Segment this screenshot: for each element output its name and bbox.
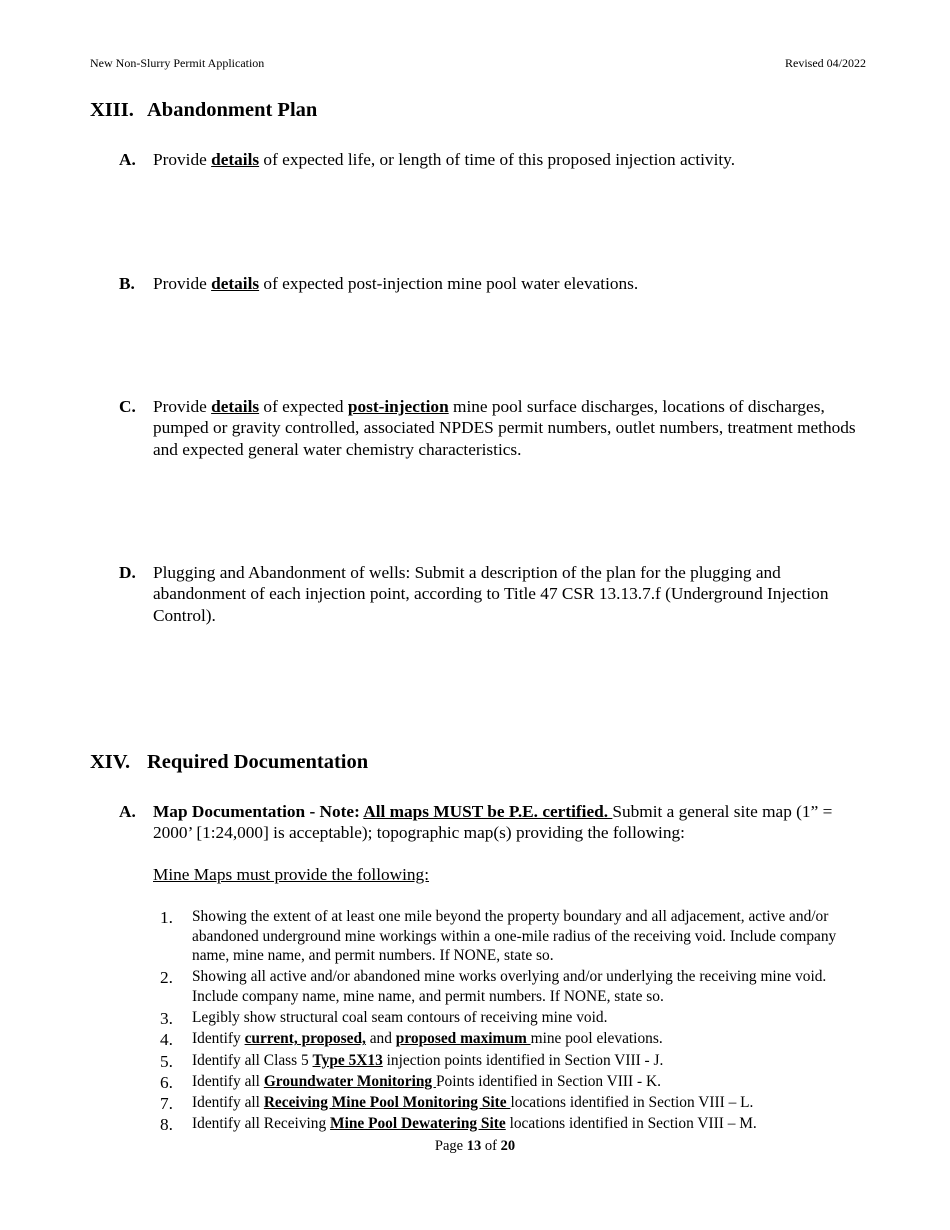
item-letter: B. — [119, 274, 135, 293]
section-13-item-a: A. Provide details of expected life, or length of time of this proposed injection activity. — [119, 150, 736, 169]
mine-maps-list — [160, 907, 860, 1135]
section-13-item-b: B. Provide details of expected post-injection mine pool water elevations. — [119, 274, 639, 293]
emphasis: details — [211, 150, 260, 169]
section-14-title: Required Documentation — [147, 751, 369, 773]
section-14-item-a: A. Map Documentation - Note: All maps MUST be P.E. certified. Submit a general site map (1” = 2000’ [1:24,000] is acceptable); topographic map(s) providing the following: — [119, 802, 833, 843]
page-footer: Page 13 of 20 — [434, 1138, 516, 1154]
list-item: 3. Legibly show structural coal seam contours of receiving mine void. — [160, 1009, 608, 1029]
pe-certified-note: All maps MUST be P.E. certified. — [363, 802, 613, 821]
emphasis: post-injection — [347, 397, 449, 416]
mine-maps-subheading: Mine Maps must provide the following: — [153, 865, 429, 884]
item-letter: A. — [119, 150, 136, 169]
list-item: 2. Showing all active and/or abandoned mine works overlying and/or underlying the receiving mine void. Include company name, mine name, and permit numbers. If NONE, state so. — [160, 968, 827, 1005]
list-item: 7. Identify all Receiving Mine Pool Monitoring Site locations identified in Section VIII – L. — [160, 1093, 754, 1113]
list-item: 5. Identify all Class 5 Type 5X13 injection points identified in Section VIII - J. — [160, 1051, 664, 1071]
emphasis: details — [211, 397, 260, 416]
page-number: 13 — [466, 1138, 482, 1154]
section-14-heading — [90, 751, 368, 774]
header-left: New Non-Slurry Permit Application — [90, 56, 265, 70]
item-letter: C. — [119, 397, 136, 416]
header-right: Revised 04/2022 — [785, 56, 866, 70]
emphasis: details — [211, 274, 260, 293]
section-13-item-c: C. Provide details of expected post-injection mine pool surface discharges, locations of discharges, pumped or gravity controlled, associated NPDES permit numbers, outlet numbers, treatment methods and expected general water chemistry characteristics. — [119, 397, 856, 459]
list-item: 1. Showing the extent of at least one mile beyond the property boundary and all adjacement, active and/or abandoned underground mine workings within a one-mile radius of the receiving void. Include company name, mine name, and permit numbers. If NONE, state so. — [160, 908, 837, 965]
section-13-heading — [90, 99, 317, 122]
section-13-title: Abandonment Plan — [147, 99, 318, 121]
section-13-item-d: D. Plugging and Abandonment of wells: Submit a description of the plan for the plugging and abandonment of each injection point, according to Title 47 CSR 13.13.7.f (Underground Injection Control). — [119, 563, 829, 625]
list-item: 4. Identify current, proposed, and proposed maximum mine pool elevations. — [160, 1030, 663, 1050]
section-14-number: XIV. — [90, 751, 131, 773]
section-13-number: XIII. — [90, 99, 134, 121]
item-letter: A. — [119, 802, 136, 821]
list-item: 6. Identify all Groundwater Monitoring Points identified in Section VIII - K. — [160, 1072, 661, 1092]
list-item: 8. Identify all Receiving Mine Pool Dewatering Site locations identified in Section VIII – M. — [160, 1115, 757, 1135]
item-letter: D. — [119, 563, 136, 582]
total-pages: 20 — [500, 1138, 516, 1154]
